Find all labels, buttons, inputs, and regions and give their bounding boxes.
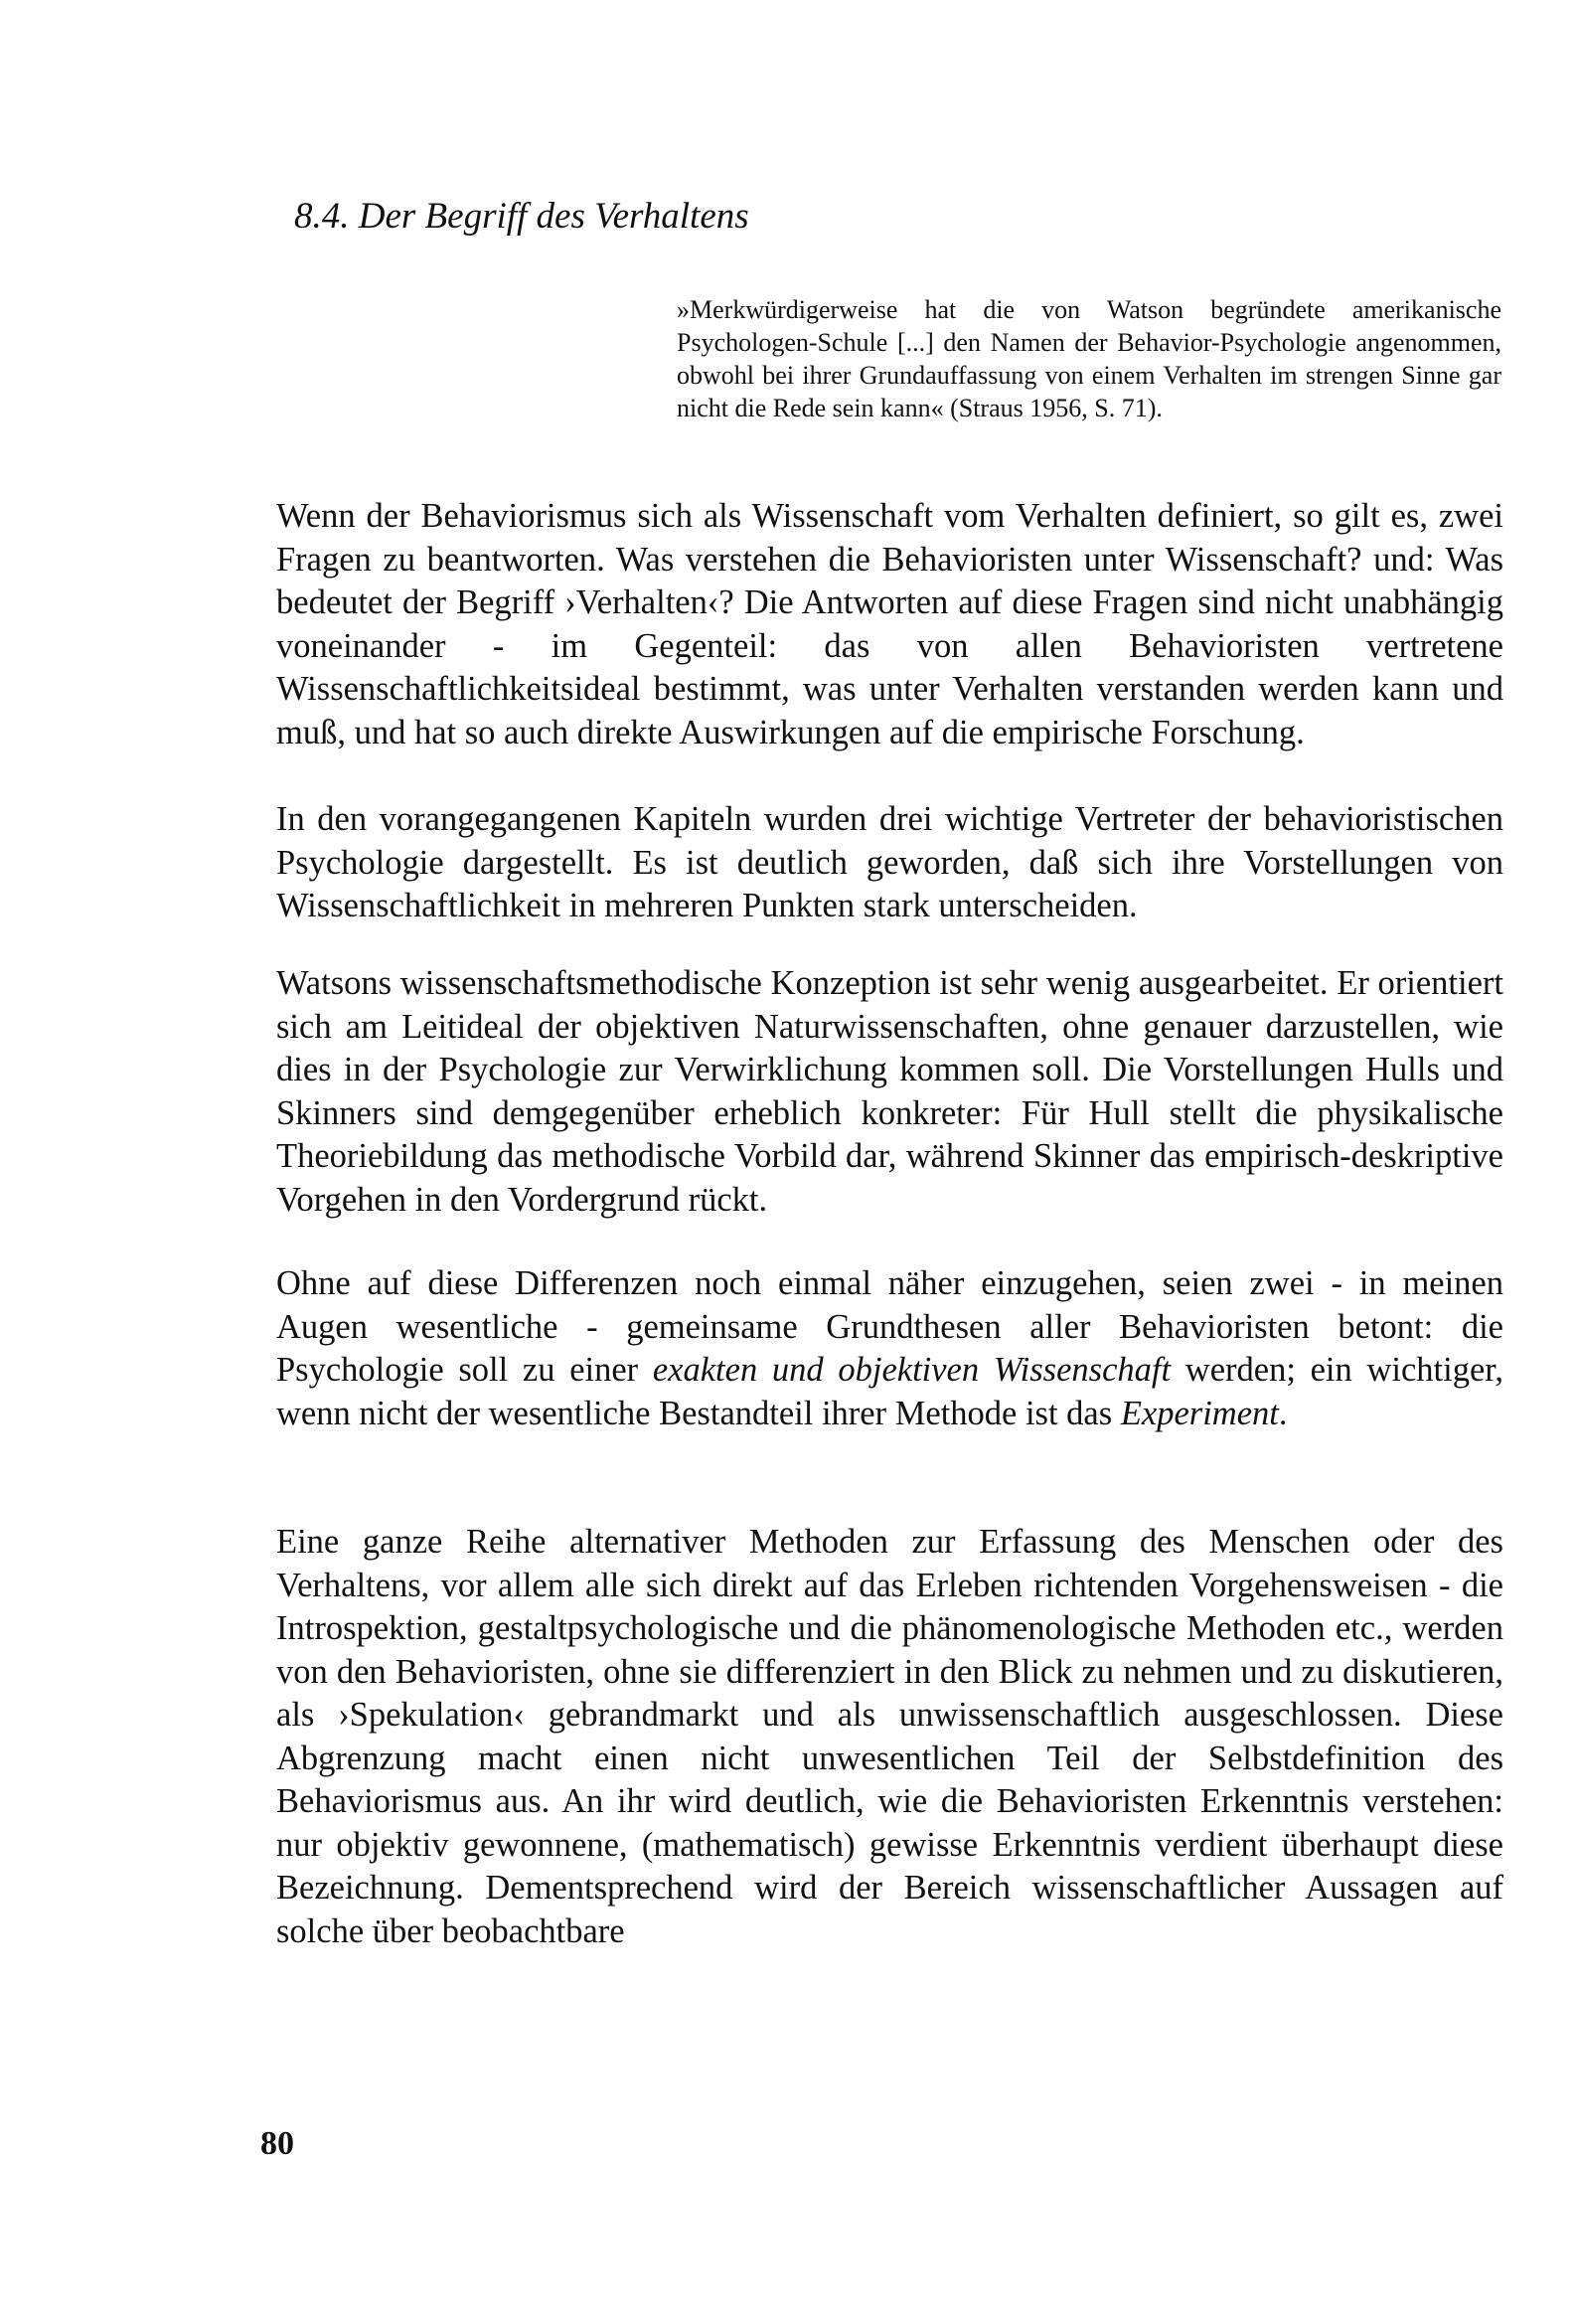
paragraph-4-text-a: Ohne auf diese Differenzen noch einmal näher einzugehen, seien zwei - in meinen Augen wesentliche - gemeinsame Grundthesen aller Behavioristen betont: die Psychologie soll zu einer [276, 1264, 1503, 1389]
paragraph-3: Watsons wissenschaftsmethodische Konzeption ist sehr wenig ausgearbeitet. Er orientiert sich am Leitideal der objektiven Naturwissenschaften, ohne genauer darzustellen, wie dies in der Psychologie zur Verwirklichung kommen soll. Die Vorstellungen Hulls und Skinners sind demgegenüber erheblich konkreter: Für Hull stellt die physikalische Theoriebildung das methodische Vorbild dar, während Skinner das empirisch-deskriptive Vorgehen in den Vordergrund rückt. [276, 964, 1503, 1219]
paragraph-4-text-b: werden; ein wichtiger, wenn nicht der wesentliche Bestandteil ihrer Methode ist das [276, 1351, 1503, 1432]
paragraph-4-text-c: . [1278, 1394, 1288, 1432]
paragraph-1: Wenn der Behaviorismus sich als Wissenschaft vom Verhalten definiert, so gilt es, zwei Fragen zu beantworten. Was verstehen die Behavioristen unter Wissenschaft? und: Was bedeutet der Begriff ›Verhalten‹? Die Antworten auf diese Fragen sind nicht unabhängig voneinander - im Gegenteil: das von allen Behavioristen vertretene Wissenschaftlichkeitsideal bestimmt, was unter Verhalten verstanden werden kann und muß, und hat so auch direkte Auswirkungen auf die empirische Forschung. [276, 497, 1503, 751]
paragraph-4 [276, 1262, 1503, 1435]
paragraph-2: In den vorangegangenen Kapiteln wurden drei wichtige Vertreter der behavioristischen Psychologie dargestellt. Es ist deutlich geworden, daß sich ihre Vorstellungen von Wissenschaftlichkeit in mehreren Punkten stark unterscheiden. [276, 800, 1503, 924]
paragraph-5: Eine ganze Reihe alternativer Methoden zur Erfassung des Menschen oder des Verhaltens, vor allem alle sich direkt auf das Erleben richtenden Vorgehensweisen - die Introspektion, gestaltpsychologische und die phänomenologische Methoden etc., werden von den Behavioristen, ohne sie differenziert in den Blick zu nehmen und zu diskutieren, als ›Spekulation‹ gebrandmarkt und als unwissenschaftlich ausgeschlossen. Diese Abgrenzung macht einen nicht unwesentlichen Teil der Selbstdefinition des Behaviorismus aus. An ihr wird deutlich, wie die Behavioristen Erkenntnis verstehen: nur objektiv gewonnene, (mathematisch) gewisse Erkenntnis verdient überhaupt diese Bezeichnung. Dementsprechend wird der Bereich wissenschaftlicher Aussagen auf solche über beobachtbare [276, 1523, 1503, 1950]
block-quote: »Merkwürdigerweise hat die von Watson begründete amerikanische Psychologen-Schule [...] den Namen der Behavior-Psychologie angenommen, obwohl bei ihrer Grundauffassung von einem Verhalten im strengen Sinne gar nicht die Rede sein kann« (Straus 1956, S. 71). [677, 295, 1501, 422]
paragraph-4-emphasis-experiment: Experiment [1120, 1394, 1279, 1432]
paragraph-4-emphasis-science: exakten und objektiven Wissenschaft [652, 1351, 1172, 1389]
section-heading: 8.4. Der Begriff des Verhaltens [294, 196, 749, 237]
page-number: 80 [260, 2125, 294, 2162]
